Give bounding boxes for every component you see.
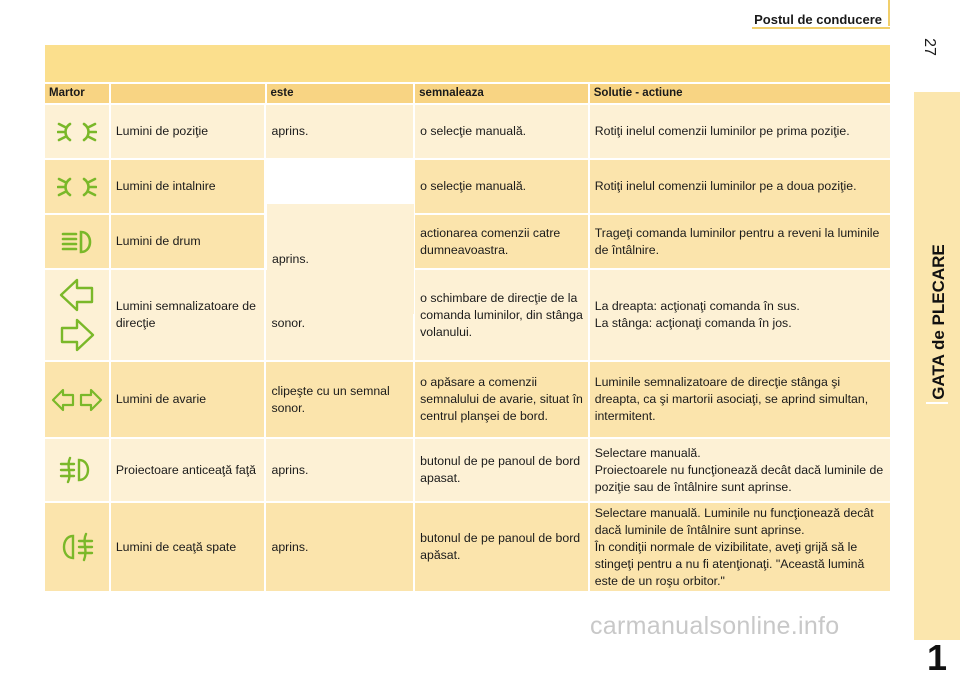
header-semnaleaza: semnaleaza [415,84,588,103]
header-rule-vertical [888,0,890,26]
rear-fog-icon [45,503,109,591]
lamp-action: Selectare manuală. Proiectoarele nu funcţionează decât dacă luminile de poziţie sau de întâlnire sunt aprinse. [590,439,890,501]
front-fog-icon [45,439,109,501]
lamp-action: Rotiţi inelul comenzii luminilor pe prima poziţie. [590,105,890,158]
lamp-state: aprins. [266,439,413,501]
page-header-title: Postul de conducere [754,12,882,27]
lamp-name: Proiectoare anticeaţă faţă [111,439,265,501]
lamp-action: La dreapta: acţionaţi comanda în sus. La stânga: acţionaţi comanda în jos. [590,270,890,360]
lamp-action: Rotiţi inelul comenzii luminilor pe a doua poziţie. [590,160,890,213]
lamp-signal: o apăsare a comenzii semnalului de avarie, situat în centrul planşei de bord. [415,362,588,437]
table-header-row [45,84,890,103]
table-row [45,439,890,501]
lamp-name: Lumini de drum [111,215,265,268]
lamp-signal: actionarea comenzii catre dumneavoastra. [415,215,588,268]
lamp-name: Lumini de ceaţă spate [111,503,265,591]
header-este: este [267,84,414,103]
header-solutie: Solutie - actiune [590,84,890,103]
table-row [45,160,890,213]
table-row [45,215,890,268]
lamp-signal: o schimbare de direcţie de la comanda luminilor, din stânga volanului. [415,270,588,360]
lamp-action: Selectare manuală. Luminile nu funcţionează decât dacă luminile de întâlnire sunt aprinse. În condiţii normale de vizibilitate, aveţi grijă să le stingeţi pentru a nu fi atenţionaţi. "Această lumină este de un roşu orbitor." [590,503,890,591]
position-lights-icon [45,105,109,158]
lamp-state: aprins. [266,105,413,158]
table-row [45,503,890,591]
hazard-lights-icon [45,362,109,437]
dipped-beam-icon [45,160,109,213]
lamp-name: Lumini de intalnire [111,160,265,213]
lamp-action: Trageţi comanda luminilor pentru a reveni la luminile de întâlnire. [590,215,890,268]
table-banner [45,45,890,82]
lamp-name: Lumini semnalizatoare de direcţie [111,270,265,360]
table-row [45,362,890,437]
footer-watermark: carmanualsonline.info [590,612,840,640]
warning-lights-table [45,45,890,591]
lamp-action: Luminile semnalizatoare de direcţie stânga şi dreapta, ca şi martorii asociaţi, se aprind simultan, intermitent. [590,362,890,437]
lamp-signal: butonul de pe panoul de bord apasat. [415,439,588,501]
side-chapter-tab [914,92,960,678]
lamp-state-merged: aprins. [267,204,414,314]
header-martor: Martor [45,84,109,103]
table-row [45,105,890,158]
lamp-state: sonor. [266,270,413,360]
table-row [45,270,890,360]
direction-indicators-icon [45,270,109,360]
main-beam-icon [45,215,109,268]
page-number: 27 [920,38,938,56]
header-rule-horizontal [752,27,890,29]
lamp-signal: o selecţie manuală. [415,105,588,158]
lamp-signal: butonul de pe panoul de bord apăsat. [415,503,588,591]
lamp-signal: o selecţie manuală. [415,160,588,213]
chapter-title: GATA de PLECARE [929,244,948,400]
lamp-name: Lumini de avarie [111,362,265,437]
lamp-state: clipeşte cu un semnal sonor. [266,362,413,437]
header-blank [111,84,265,103]
lamp-name: Lumini de poziţie [111,105,265,158]
lamp-state: aprins. [266,503,413,591]
chapter-number: 1 [926,637,948,678]
chapter-separator [926,402,948,404]
